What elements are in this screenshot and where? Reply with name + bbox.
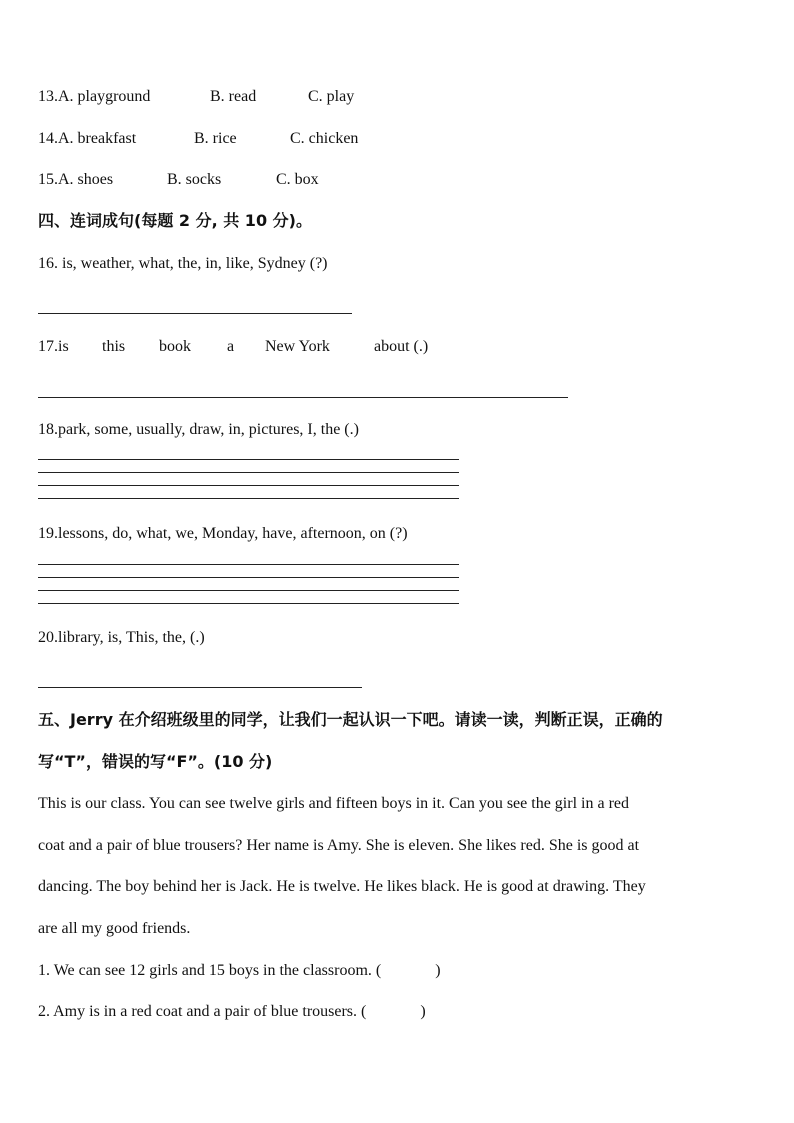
word: book — [159, 338, 191, 355]
answer-blank-close: ) — [435, 962, 441, 979]
statement-text: 2. Amy is in a red coat and a pair of blue trousers. — [38, 1003, 358, 1020]
option-b: B. rice — [194, 130, 237, 147]
question-18: 18.park, some, usually, draw, in, pictures, I, the (.) — [38, 421, 359, 438]
question-number: 15. — [38, 171, 58, 188]
answer-blank-open: ( — [361, 1003, 367, 1020]
answer-line[interactable] — [38, 603, 459, 604]
word: New York — [265, 338, 330, 355]
question-13 — [38, 87, 354, 107]
word: about (.) — [374, 338, 429, 355]
option-c: C. box — [276, 171, 319, 188]
option-a: A. breakfast — [58, 130, 137, 147]
answer-line[interactable] — [38, 498, 459, 499]
section-5-heading-line-1: 五、Jerry 在介绍班级里的同学，让我们一起认识一下吧。请读一读，判断正误，正确的 — [38, 710, 663, 729]
question-19: 19.lessons, do, what, we, Monday, have, afternoon, on (?) — [38, 525, 408, 542]
question-number: 14. — [38, 130, 58, 147]
passage-line: coat and a pair of blue trousers? Her name is Amy. She is eleven. She likes red. She is good at — [38, 837, 640, 854]
question-14 — [38, 129, 358, 149]
option-b: B. read — [210, 88, 257, 105]
option-c: C. chicken — [290, 130, 359, 147]
word: a — [227, 338, 235, 355]
answer-line[interactable] — [38, 485, 459, 486]
answer-line[interactable] — [38, 577, 459, 578]
option-b: B. socks — [167, 171, 222, 188]
option-a: A. playground — [58, 88, 151, 105]
answer-line[interactable] — [38, 590, 459, 591]
question-20: 20.library, is, This, the, (.) — [38, 629, 205, 646]
section-5-heading-line-2: 写“T”，错误的写“F”。(10 分) — [38, 752, 273, 771]
answer-line[interactable] — [38, 564, 459, 565]
question-17 — [38, 337, 428, 357]
statement-2 — [38, 1002, 426, 1022]
section-4-heading: 四、连词成句(每题 2 分, 共 10 分)。 — [38, 211, 312, 230]
answer-line[interactable] — [38, 313, 352, 314]
answer-line[interactable] — [38, 687, 362, 688]
statement-1 — [38, 961, 441, 981]
answer-blank-close: ) — [420, 1003, 426, 1020]
question-16: 16. is, weather, what, the, in, like, Sydney (?) — [38, 255, 328, 272]
passage-line: This is our class. You can see twelve girls and fifteen boys in it. Can you see the girl in a red — [38, 795, 629, 812]
question-15 — [38, 170, 319, 190]
word: 17.is — [38, 338, 69, 355]
option-a: A. shoes — [58, 171, 114, 188]
answer-line[interactable] — [38, 459, 459, 460]
answer-blank-open: ( — [375, 962, 382, 979]
question-number: 13. — [38, 88, 58, 105]
answer-line[interactable] — [38, 397, 568, 398]
option-c: C. play — [308, 88, 355, 105]
passage-line: dancing. The boy behind her is Jack. He is twelve. He likes black. He is good at drawing. They — [38, 878, 646, 895]
passage-line: are all my good friends. — [38, 920, 191, 937]
word: this — [102, 338, 126, 355]
statement-text: 1. We can see 12 girls and 15 boys in the classroom. — [38, 962, 372, 979]
answer-line[interactable] — [38, 472, 459, 473]
